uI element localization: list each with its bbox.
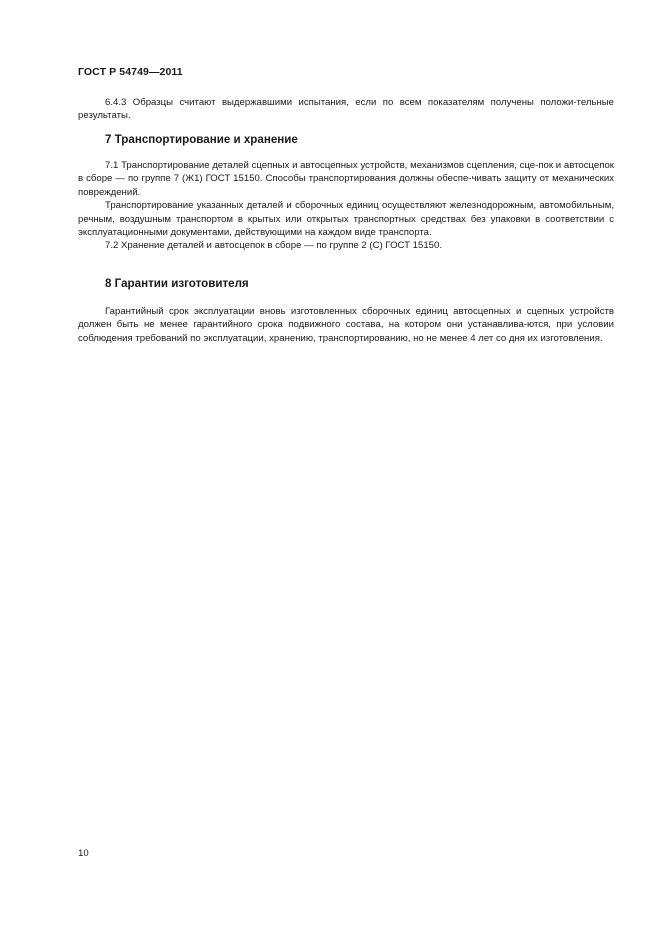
section-8-heading: 8 Гарантии изготовителя (105, 277, 249, 290)
paragraph-7-1-transport: Транспортирование указанных деталей и сборочных единиц осуществляют железнодорожным, автомобильным, речным, воздушным транспортом в крытых или открытых транспортных средствах без упаковки в соответствии с эксплуатационными документами, действующими на каждом виде транспорта. (78, 200, 614, 239)
paragraph-6-4-3: 6.4.3 Образцы считают выдержавшими испытания, если по всем показателям получены положи-тельные результаты. (78, 97, 614, 122)
page-number: 10 (78, 848, 89, 859)
section-8-body (78, 305, 614, 345)
paragraph-8-warranty: Гарантийный срок эксплуатации вновь изготовленных сборочных единиц автосцепных и сцепных устройств должен быть не менее гарантийного срока подвижного состава, на котором они устанавлива-ются, при условии соблюдения требований по эксплуатации, хранению, транспортированию, но не менее 4 лет со дня их изготовления. (78, 306, 614, 344)
section-6-4-3 (78, 96, 614, 123)
document-code: ГОСТ Р 54749—2011 (78, 66, 183, 78)
paragraph-7-1: 7.1 Транспортирование деталей сцепных и автосцепных устройств, механизмов сцепления, сце-пок и автосцепок в сборе — по группе 7 (Ж1) ГОСТ 15150. Способы транспортирования должны обеспе-чивать защиту от механических повреждений. (78, 160, 614, 198)
paragraph-7-2: 7.2 Хранение деталей и автосцепок в сборе — по группе 2 (С) ГОСТ 15150. (105, 240, 443, 252)
section-7-body (78, 159, 614, 253)
section-7-heading: 7 Транспортирование и хранение (105, 133, 298, 146)
